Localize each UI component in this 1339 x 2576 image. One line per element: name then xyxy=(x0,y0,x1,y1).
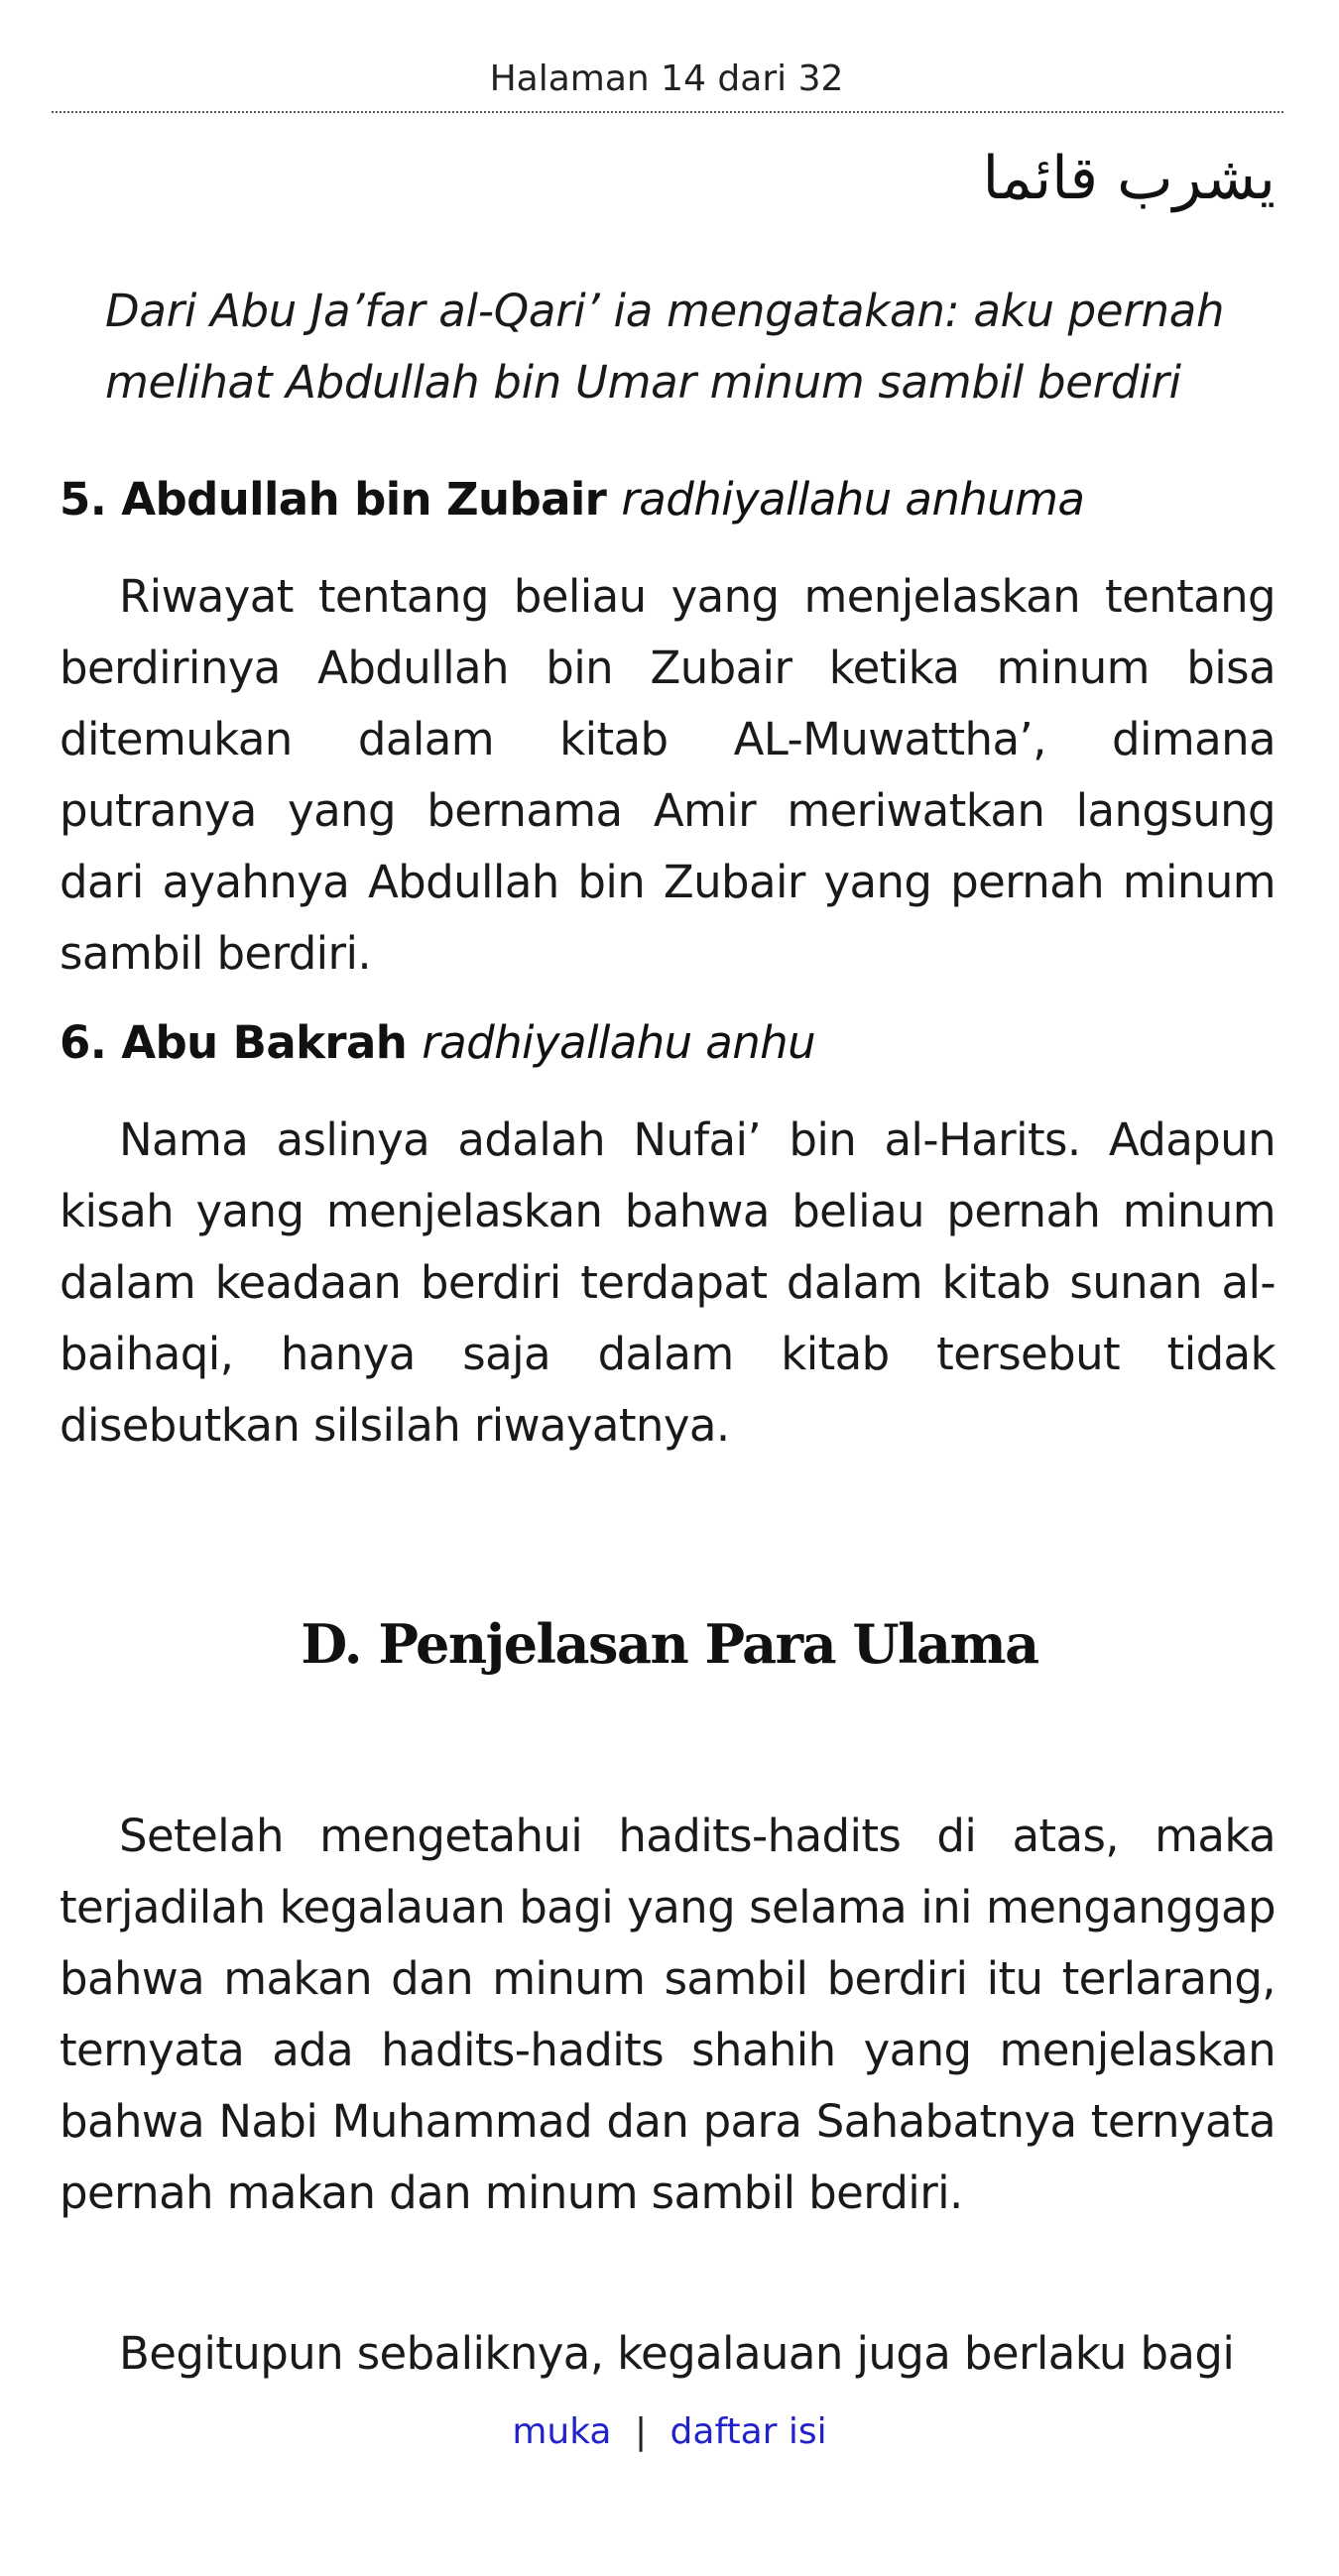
home-link[interactable]: muka xyxy=(512,2411,612,2452)
section-6-paragraph: Nama aslinya adalah Nufai’ bin al-Harits. Adapun kisah yang menjelaskan bahwa beliau pernah minum dalam keadaan berdiri terdapat dalam kitab sunan al-baihaqi, hanya saja dalam kitab tersebut tidak disebutkan silsilah riwayatnya. xyxy=(60,1113,1276,1452)
footer-nav xyxy=(0,2407,1339,2457)
section-5-heading-italic: radhiyallahu anhuma xyxy=(621,473,1085,526)
section-5-paragraph: Riwayat tentang beliau yang menjelaskan tentang berdirinya Abdullah bin Zubair ketika minum bisa ditemukan dalam kitab AL-Muwattha’, dimana putranya yang bernama Amir meriwatkan langsung dari ayahnya Abdullah bin Zubair yang pernah minum sambil berdiri. xyxy=(60,570,1276,980)
section-d-paragraph-1: Setelah mengetahui hadits-hadits di atas, maka terjadilah kegalauan bagi yang selama ini menganggap bahwa makan dan minum sambil berdiri itu terlarang, ternyata ada hadits-hadits shahih yang menjelaskan bahwa Nabi Muhammad dan para Sahabatnya ternyata pernah makan dan minum sambil berdiri. xyxy=(60,1810,1276,2219)
page-number-header: Halaman 14 dari 32 xyxy=(489,59,844,99)
section-5-heading-bold: 5. Abdullah bin Zubair xyxy=(60,473,607,526)
footer-separator: | xyxy=(634,2411,648,2452)
arabic-title: يشرب قائما xyxy=(982,144,1276,213)
section-6-heading-italic: radhiyallahu anhu xyxy=(422,1016,816,1069)
header-divider xyxy=(52,111,1283,113)
section-6-heading-bold: 6. Abu Bakrah xyxy=(60,1016,408,1069)
section-d-title: D. Penjelasan Para Ulama xyxy=(301,1612,1038,1676)
table-of-contents-link[interactable]: daftar isi xyxy=(670,2411,827,2452)
section-6-heading xyxy=(60,1013,1289,1073)
section-d-paragraph-2: Begitupun sebaliknya, kegalauan juga berlaku bagi xyxy=(119,2327,1235,2380)
section-5-heading xyxy=(60,470,1289,529)
hadith-translation-quote: Dari Abu Ja’far al-Qari’ ia mengatakan: aku pernah melihat Abdullah bin Umar minum sambil berdiri xyxy=(105,285,1225,409)
